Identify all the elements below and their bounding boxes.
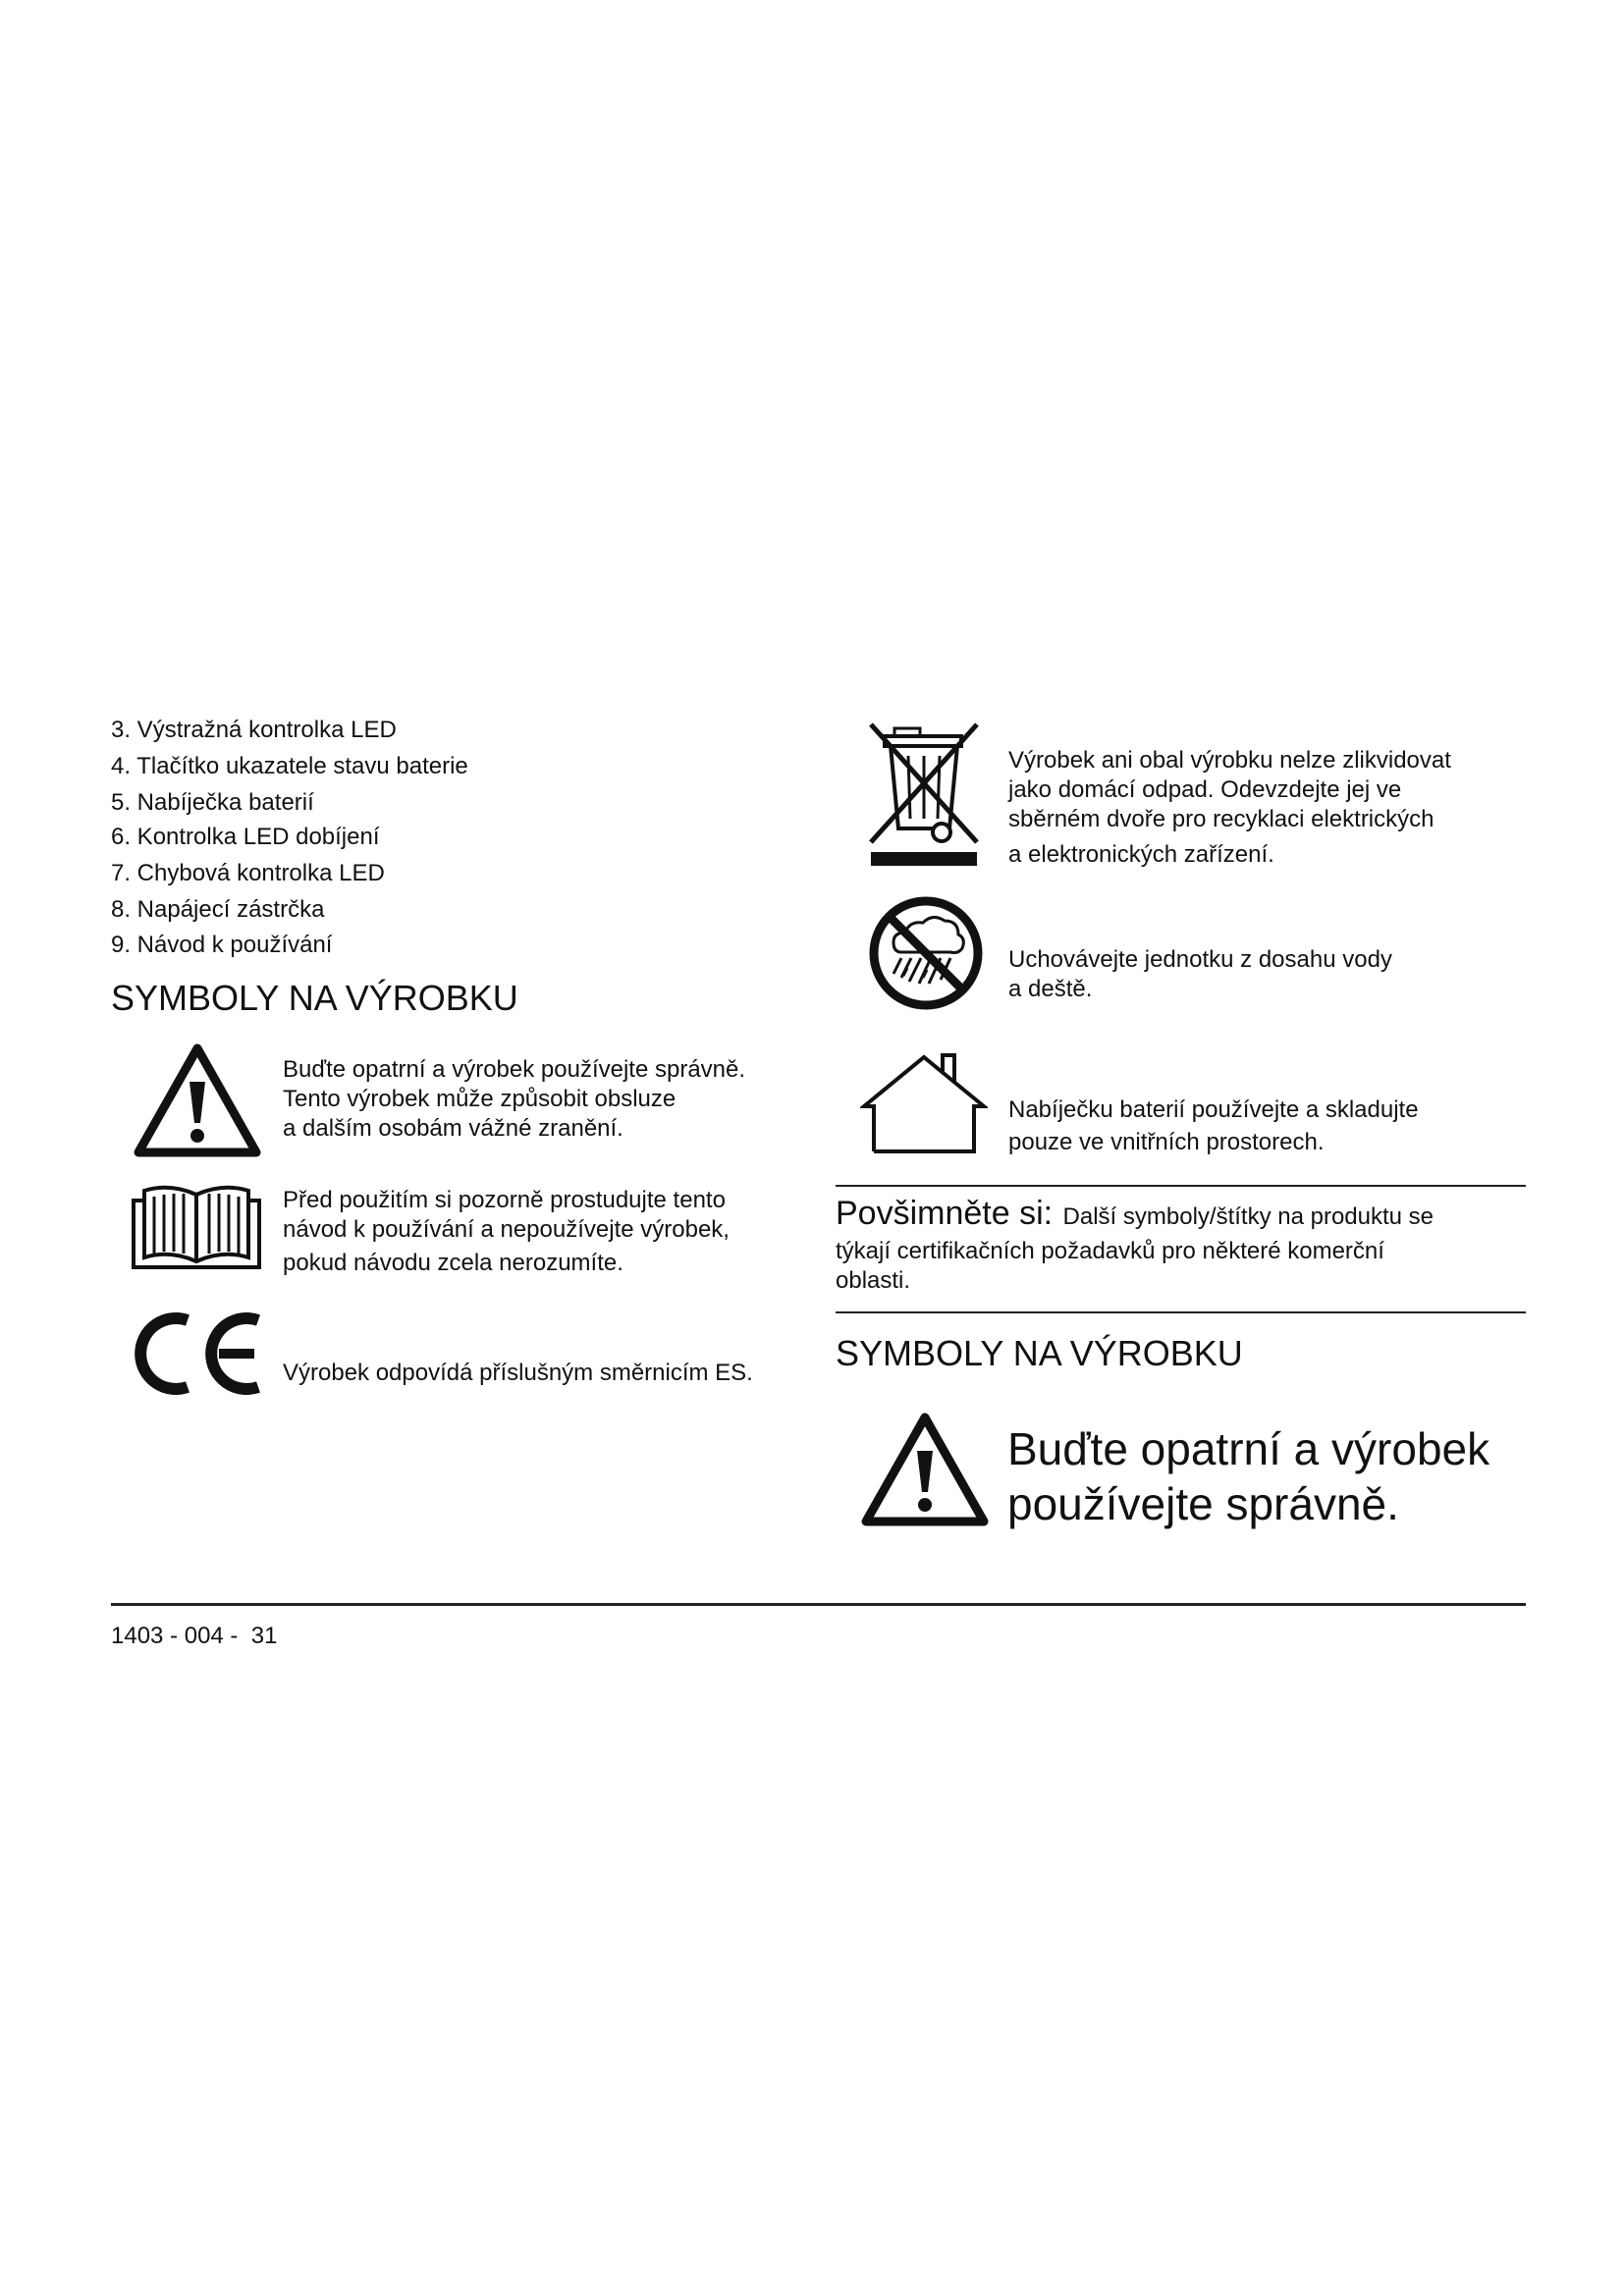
big-warning-text: Buďte opatrní a výrobek používejte správně.: [1007, 1423, 1490, 1529]
footer-rule: [111, 1603, 1526, 1606]
warning-triangle-icon: [133, 1042, 262, 1158]
note-body: týkají certifikačních požadavků pro některé komerční oblasti.: [836, 1238, 1384, 1294]
warning-triangle-icon: [860, 1412, 990, 1527]
symbol-description: Výrobek odpovídá příslušným směrnicím ES.: [283, 1360, 753, 1386]
ce-mark-icon: [133, 1308, 264, 1399]
list-item: 6. Kontrolka LED dobíjení: [111, 824, 380, 850]
no-rain-icon: [868, 895, 984, 1011]
section-heading: SYMBOLY NA VÝROBKU: [836, 1333, 1243, 1373]
divider: [836, 1185, 1526, 1187]
list-item: 7. Chybová kontrolka LED: [111, 860, 385, 886]
list-item: 3. Výstražná kontrolka LED: [111, 717, 397, 743]
list-item: 8. Napájecí zástrčka: [111, 896, 325, 923]
crossed-out-wheelie-bin-icon: [867, 721, 981, 870]
page-code: 1403 - 004 - 31: [111, 1623, 278, 1649]
symbol-description: Výrobek ani obal výrobku nelze zlikvidovat jako domácí odpad. Odevzdejte jej ve sběrném dvoře pro recyklaci elektrických a elektronických zařízení.: [1008, 747, 1451, 868]
symbol-description: Před použitím si pozorně prostudujte tento návod k používání a nepoužívejte výrobek, pokud návodu zcela nerozumíte.: [283, 1187, 730, 1276]
symbol-description: Nabíječku baterií používejte a skladujte pouze ve vnitřních prostorech.: [1008, 1096, 1419, 1155]
open-manual-book-icon: [131, 1181, 262, 1271]
note-first-line: [836, 1193, 1434, 1238]
list-item: 9. Návod k používání: [111, 932, 333, 958]
note-label: Povšimněte si:: [836, 1195, 1054, 1232]
symbol-description: Uchovávejte jednotku z dosahu vody a deště.: [1008, 946, 1392, 1002]
section-heading: SYMBOLY NA VÝROBKU: [111, 978, 518, 1018]
divider: [836, 1311, 1526, 1313]
list-item: 5. Nabíječka baterií: [111, 789, 314, 816]
symbol-description: Buďte opatrní a výrobek používejte správně. Tento výrobek může způsobit obsluze a dalším osobám vážné zranění.: [283, 1056, 746, 1142]
indoor-house-icon: [860, 1051, 988, 1155]
note-text: Další symboly/štítky na produktu se: [1062, 1203, 1435, 1230]
list-item: 4. Tlačítko ukazatele stavu baterie: [111, 753, 468, 779]
